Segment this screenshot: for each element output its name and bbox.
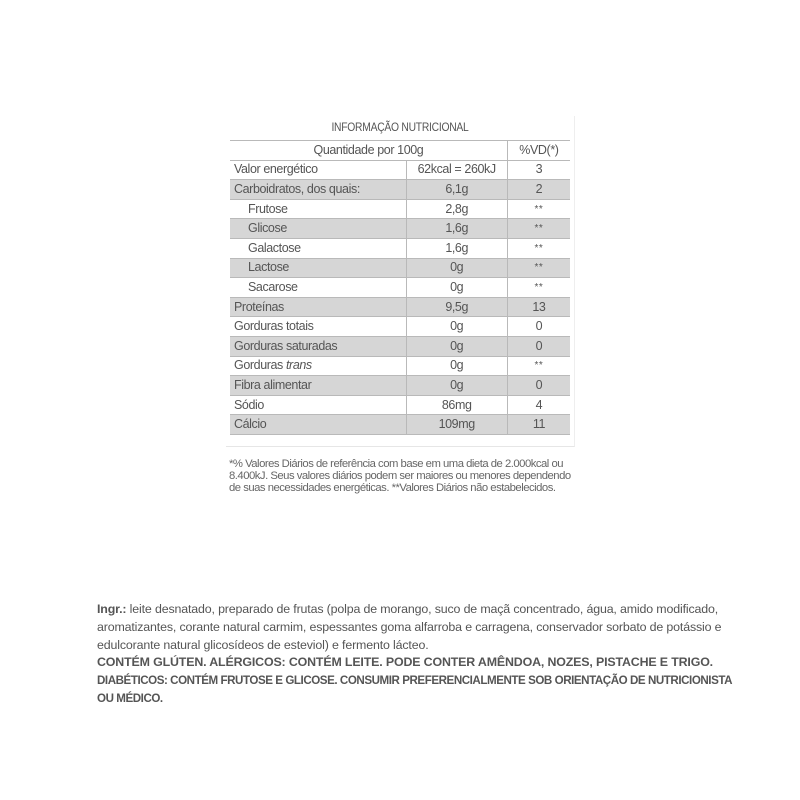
nutrient-value: 109mg <box>406 415 507 435</box>
nutrient-vd: 2 <box>507 180 570 200</box>
nutrient-vd: 0 <box>507 376 570 396</box>
nutrition-panel <box>226 116 575 447</box>
nutrition-title: INFORMAÇÃO NUTRICIONAL <box>331 120 469 134</box>
nutrient-name <box>230 356 406 376</box>
nutrition-footnote: *% Valores Diários de referência com base em uma dieta de 2.000kcal ou 8.400kJ. Seus valores diários podem ser maiores ou menores dependendo de suas necessidades energéticas. **Valores Diários não estabelecidos. <box>229 458 571 494</box>
table-row <box>230 415 570 435</box>
table-row <box>230 336 570 356</box>
nutrient-value: 62kcal = 260kJ <box>406 160 507 180</box>
table-row <box>230 199 570 219</box>
nutrient-name-prefix: Gorduras <box>234 358 286 373</box>
nutrient-vd: ** <box>507 238 570 258</box>
nutrient-name: Galactose <box>230 238 406 258</box>
nutrient-value: 0g <box>406 376 507 396</box>
ingredients-block <box>97 601 737 708</box>
table-row <box>230 180 570 200</box>
nutrition-table <box>230 140 570 435</box>
nutrient-name: Fibra alimentar <box>230 376 406 396</box>
nutrient-name: Frutose <box>230 199 406 219</box>
table-row <box>230 258 570 278</box>
nutrient-vd: ** <box>507 199 570 219</box>
nutrient-vd: ** <box>507 219 570 239</box>
table-row <box>230 317 570 337</box>
header-quantity: Quantidade por 100g <box>230 141 507 161</box>
nutrient-name: Gorduras saturadas <box>230 336 406 356</box>
table-row <box>230 238 570 258</box>
table-row <box>230 356 570 376</box>
nutrient-name: Sacarose <box>230 278 406 298</box>
allergens-warning: CONTÉM GLÚTEN. ALÉRGICOS: CONTÉM LEITE. PODE CONTER AMÊNDOA, NOZES, PISTACHE E TRIGO. <box>97 655 713 670</box>
ingredients-label: Ingr.: <box>97 602 127 616</box>
nutrient-vd: 0 <box>507 317 570 337</box>
nutrient-vd: 4 <box>507 395 570 415</box>
nutrient-name: Carboidratos, dos quais: <box>230 180 406 200</box>
nutrient-value: 9,5g <box>406 297 507 317</box>
diabetics-warning: DIABÉTICOS: CONTÉM FRUTOSE E GLICOSE. CONSUMIR PREFERENCIALMENTE SOB ORIENTAÇÃO DE NUTRICIONISTA OU MÉDICO. <box>97 674 732 705</box>
nutrient-name: Gorduras totais <box>230 317 406 337</box>
nutrient-name-italic: trans <box>285 358 312 373</box>
nutrient-value: 0g <box>406 278 507 298</box>
nutrient-value: 2,8g <box>406 199 507 219</box>
header-vd: %VD(*) <box>507 141 570 161</box>
nutrient-value: 0g <box>406 317 507 337</box>
table-row <box>230 297 570 317</box>
table-header-row <box>230 141 570 161</box>
nutrient-vd: ** <box>507 258 570 278</box>
table-row <box>230 160 570 180</box>
nutrient-value: 0g <box>406 356 507 376</box>
nutrient-vd: 13 <box>507 297 570 317</box>
nutrient-name: Lactose <box>230 258 406 278</box>
nutrient-name: Cálcio <box>230 415 406 435</box>
nutrient-value: 1,6g <box>406 219 507 239</box>
ingredients-list: leite desnatado, preparado de frutas (polpa de morango, suco de maçã concentrado, água, amido modificado, aromatizantes, corante natural carmim, espessantes goma alfarroba e carragena, conservador sorbato de potássio e edulcorante natural glicosídeos de esteviol) e fermento lácteo. <box>97 602 722 652</box>
nutrient-vd: 11 <box>507 415 570 435</box>
table-row <box>230 278 570 298</box>
nutrient-vd: 0 <box>507 336 570 356</box>
nutrient-value: 0g <box>406 258 507 278</box>
nutrient-value: 0g <box>406 336 507 356</box>
nutrient-name: Glicose <box>230 219 406 239</box>
nutrient-name: Valor energético <box>230 160 406 180</box>
nutrient-value: 86mg <box>406 395 507 415</box>
table-row <box>230 395 570 415</box>
nutrient-vd: 3 <box>507 160 570 180</box>
nutrient-vd: ** <box>507 278 570 298</box>
nutrient-vd: ** <box>507 356 570 376</box>
ingredients-text <box>97 601 737 654</box>
nutrient-name: Proteínas <box>230 297 406 317</box>
table-row <box>230 219 570 239</box>
nutrient-value: 6,1g <box>406 180 507 200</box>
nutrient-name: Sódio <box>230 395 406 415</box>
nutrient-value: 1,6g <box>406 238 507 258</box>
table-row <box>230 376 570 396</box>
